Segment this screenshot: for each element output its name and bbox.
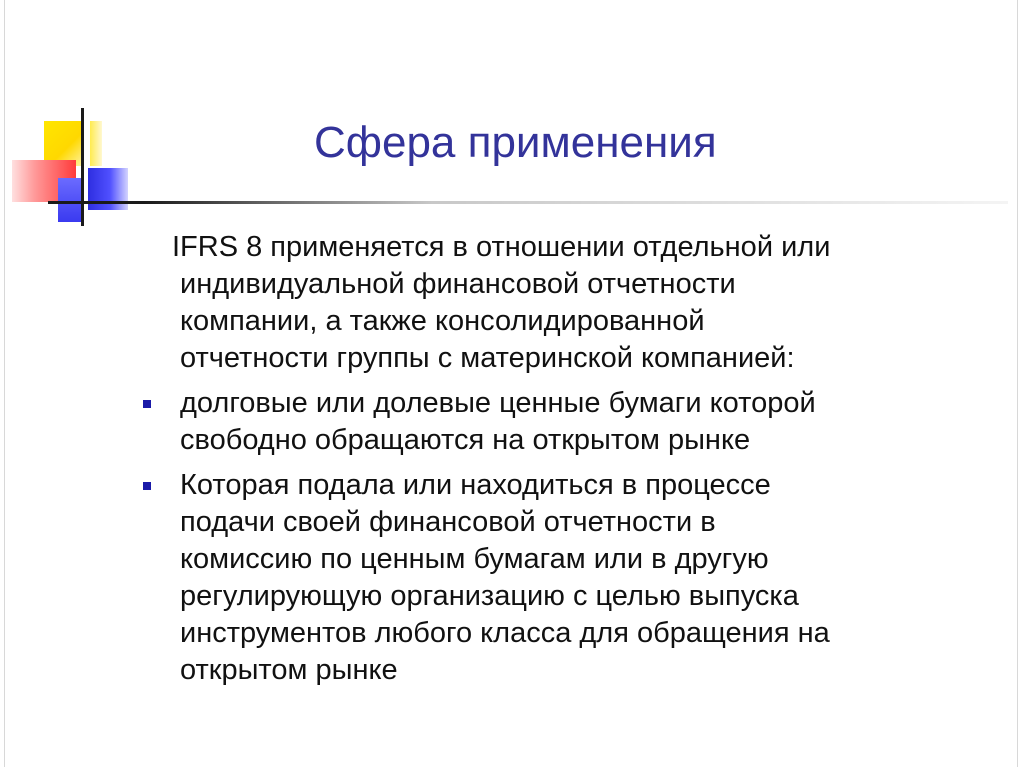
list-item [180, 467, 980, 689]
intro-paragraph: IFRS 8 применяется в отношении отдельной или индивидуальной финансовой отчетности компании, а также консолидированной отчетности группы с материнской компанией: [172, 231, 831, 374]
slide-title: Сфера применения [314, 118, 717, 167]
bullet-list [180, 385, 980, 689]
slide-body [172, 229, 980, 697]
title-underline [48, 201, 1008, 204]
list-item [180, 385, 980, 459]
square-bullet-icon [143, 482, 151, 490]
bullet-text: Которая подала или находиться в процессе подачи своей финансовой отчетности в комиссию по ценным бумагам или в другую регулирующую организацию с целью выпуска инструментов любого класса для обращения на открытом рынке [180, 469, 830, 686]
yellow-square-glow-icon [90, 121, 102, 166]
bullet-text: долговые или долевые ценные бумаги которой свободно обращаются на открытом рынке [180, 387, 816, 456]
square-bullet-icon [143, 400, 151, 408]
vertical-rule [81, 108, 84, 226]
colored-squares-logo-icon [0, 0, 140, 240]
